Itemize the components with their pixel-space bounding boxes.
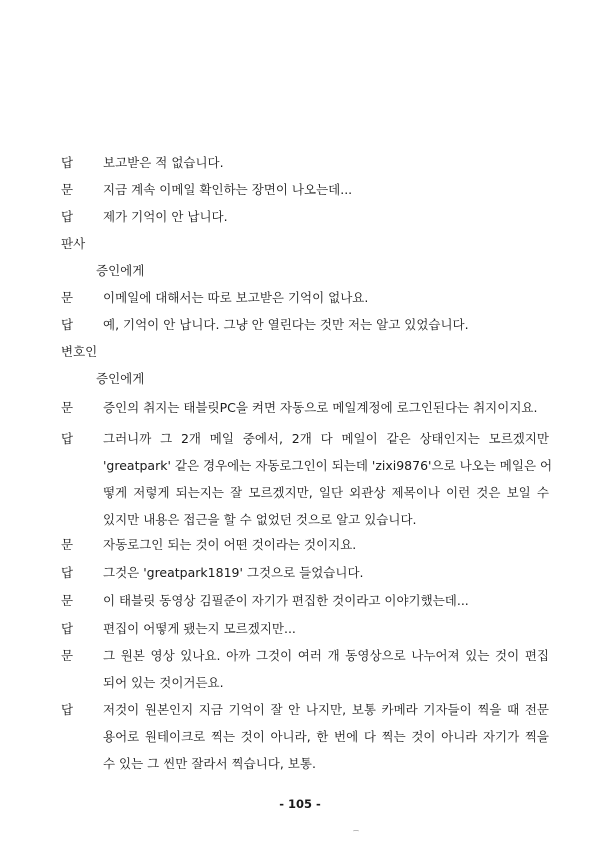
text-line: 저것이 원본인지 지금 기억이 잘 안 나지만, 보통 카메라 기자들이 찍을 때 전문 [103, 702, 549, 717]
line-text: 이메일에 대해서는 따로 보고받은 기억이 없나요. [103, 290, 369, 305]
line-text: 그것은 'greatpark1819' 그것으로 들었습니다. [103, 565, 364, 580]
speaker-defense-counsel: 변호인 [61, 344, 98, 359]
answer-label: 답 [61, 155, 74, 170]
question-label: 문 [61, 593, 74, 608]
text-line: 용어로 원테이크로 찍는 것이 아니라, 한 번에 다 찍는 것이 아니라 자기가 찍을 [103, 729, 549, 744]
answer-label: 답 [61, 317, 74, 332]
line-text: 편집이 어떻게 됐는지 모르겠지만... [103, 621, 296, 636]
speaker-judge: 판사 [61, 236, 86, 251]
answer-label: 답 [61, 702, 74, 717]
answer-label: 답 [61, 565, 74, 580]
scan-speck [353, 830, 359, 833]
line-text: 예, 기억이 안 납니다. 그냥 안 열린다는 것만 저는 알고 있었습니다. [103, 317, 469, 332]
addressee-label: 증인에게 [96, 371, 145, 386]
text-line: 그 원본 영상 있나요. 아까 그것이 여러 개 동영상으로 나누어져 있는 것이 편집 [103, 648, 549, 663]
page-number: - 105 - [279, 797, 321, 811]
line-text: 증인의 취지는 태블릿PC을 켜면 자동으로 메일계정에 로그인된다는 취지이지요. [103, 400, 538, 415]
question-label: 문 [61, 182, 74, 197]
question-label: 문 [61, 400, 74, 415]
text-line: 떻게 저렇게 되는지는 잘 모르겠지만, 일단 외관상 제목이나 이런 것은 보일 수 [103, 485, 549, 500]
line-text-block [103, 648, 549, 702]
answer-label: 답 [61, 209, 74, 224]
addressee-label: 증인에게 [96, 263, 145, 278]
line-text-block [103, 431, 553, 539]
answer-label: 답 [61, 431, 74, 446]
line-text: 자동로그인 되는 것이 어떤 것이라는 것이지요. [103, 537, 357, 552]
question-label: 문 [61, 290, 74, 305]
line-text: 제가 기억이 안 납니다. [103, 209, 228, 224]
text-line: 있지만 내용은 접근을 할 수 없었던 것으로 알고 있습니다. [103, 512, 417, 527]
question-label: 문 [61, 537, 74, 552]
text-line: 수 있는 그 씬만 잘라서 찍습니다, 보통. [103, 756, 316, 771]
text-line: 그러니까 그 2개 메일 중에서, 2개 다 메일이 같은 상태인지는 모르겠지만 [103, 431, 549, 446]
text-line: 'greatpark' 같은 경우에는 자동로그인이 되는데 'zixi9876'으로 나오는 메일은 어 [103, 458, 553, 473]
text-line: 되어 있는 것이거든요. [103, 675, 224, 690]
line-text-block [103, 702, 549, 783]
question-label: 문 [61, 648, 74, 663]
line-text: 이 태블릿 동영상 김필준이 자기가 편집한 것이라고 이야기했는데... [103, 593, 469, 608]
line-text: 보고받은 적 없습니다. [103, 155, 224, 170]
answer-label: 답 [61, 621, 74, 636]
line-text: 지금 계속 이메일 확인하는 장면이 나오는데... [103, 182, 353, 197]
